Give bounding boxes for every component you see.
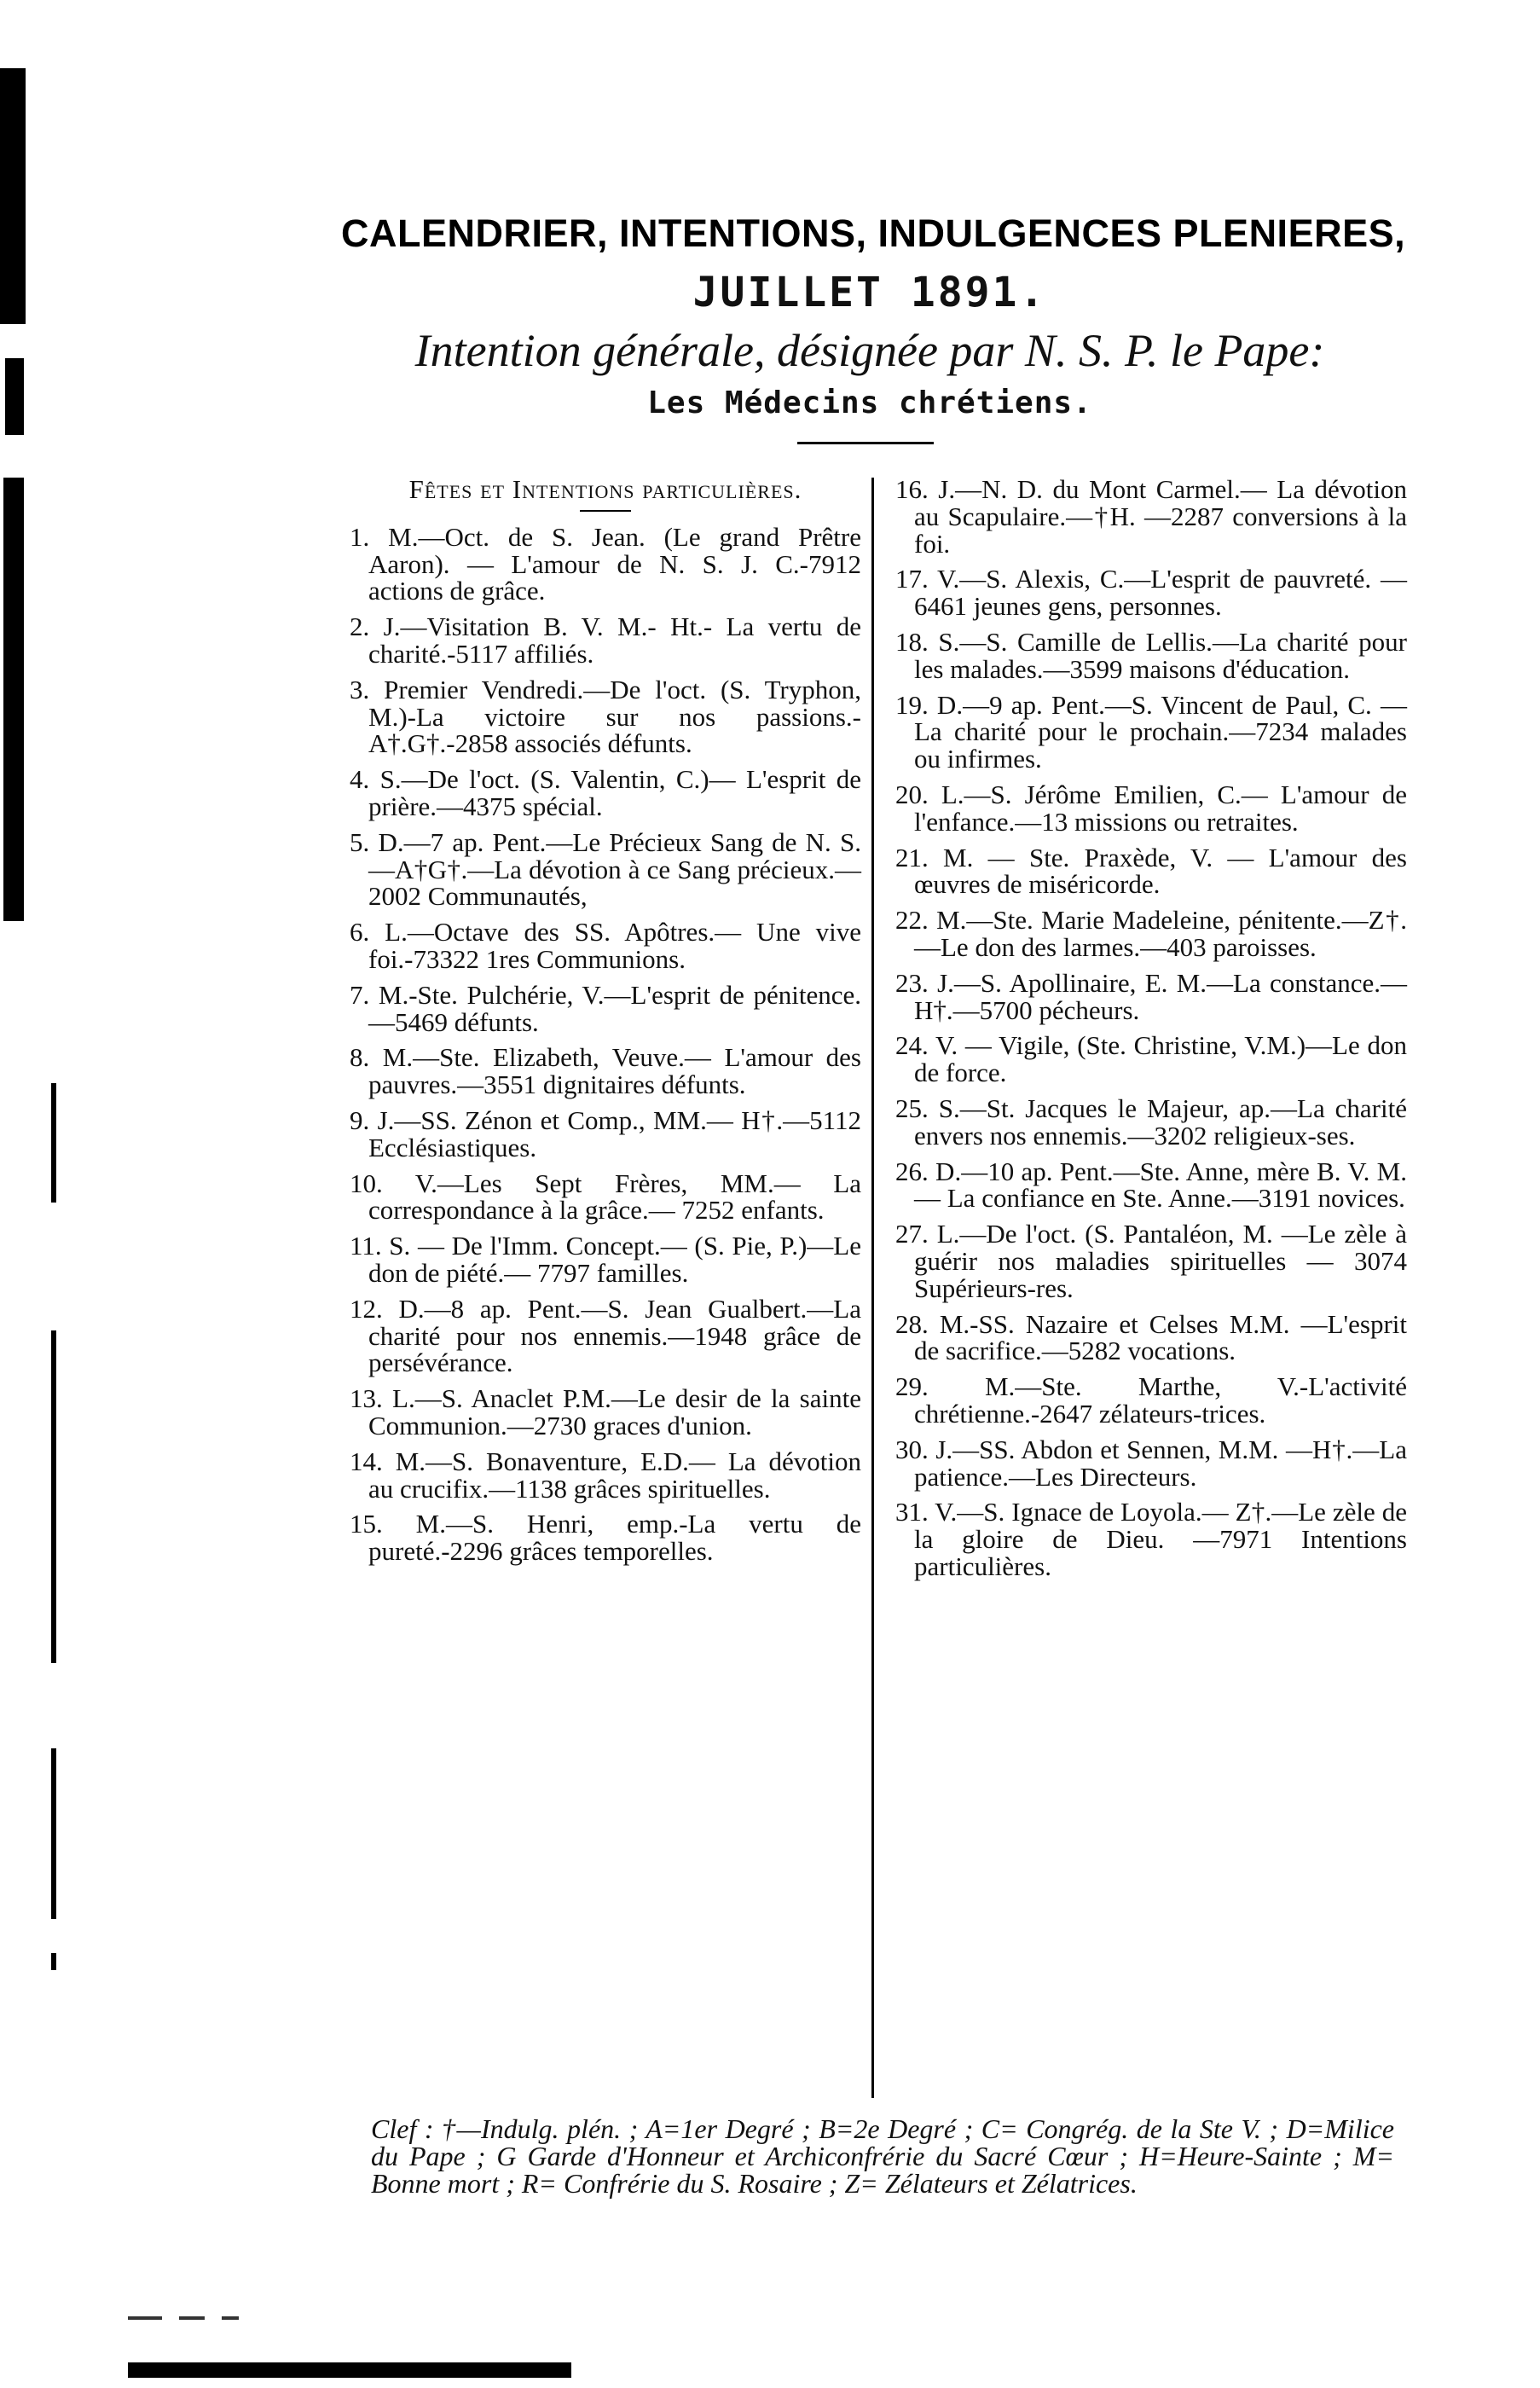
calendar-entry: 19. D.—9 ap. Pent.—S. Vincent de Paul, C. — La charité pour le prochain.—7234 malades ou infirmes. xyxy=(895,689,1407,774)
calendar-entry: 23. J.—S. Apollinaire, E. M.—La constance.—H†.—5700 pécheurs. xyxy=(895,967,1407,1025)
scan-edge-line xyxy=(51,1330,56,1501)
scan-edge-mark xyxy=(0,68,26,324)
calendar-entry: 16. J.—N. D. du Mont Carmel.— La dévotion au Scapulaire.—†H. —2287 conversions à la foi. xyxy=(895,474,1407,559)
divider xyxy=(580,510,631,512)
divider xyxy=(797,442,934,444)
scan-mark xyxy=(128,2316,162,2320)
left-column xyxy=(350,476,861,1574)
right-column xyxy=(895,476,1407,1589)
general-intention: Intention générale, désignée par N. S. P. le Pape: xyxy=(414,325,1325,376)
scan-edge-line xyxy=(51,1953,56,1970)
calendar-entry: 14. M.—S. Bonaventure, E.D.— La dévotion au crucifix.—1138 grâces spirituelles. xyxy=(350,1446,861,1504)
calendar-entry: 29. M.—Ste. Marthe, V.-L'activité chrétienne.-2647 zélateurs-trices. xyxy=(895,1371,1407,1429)
calendar-entry: 17. V.—S. Alexis, C.—L'esprit de pauvreté. — 6461 jeunes gens, personnes. xyxy=(895,564,1407,622)
calendar-entry: 26. D.—10 ap. Pent.—Ste. Anne, mère B. V. M.— La confiance en Ste. Anne.—3191 novices. xyxy=(895,1156,1407,1214)
calendar-entry: 13. L.—S. Anaclet P.M.—Le desir de la sainte Communion.—2730 graces d'union. xyxy=(350,1383,861,1440)
calendar-entry: 9. J.—SS. Zénon et Comp., MM.— H†.—5112 Ecclésiastiques. xyxy=(350,1104,861,1162)
page-title: CALENDRIER, INTENTIONS, INDULGENCES PLENIERES, xyxy=(341,212,1406,255)
calendar-entry: 21. M. — Ste. Praxède, V. — L'amour des œuvres de miséricorde. xyxy=(895,842,1407,900)
calendar-entry: 15. M.—S. Henri, emp.-La vertu de pureté.-2296 grâces temporelles. xyxy=(350,1509,861,1567)
scan-edge-line xyxy=(51,1484,56,1663)
calendar-entry: 24. V. — Vigile, (Ste. Christine, V.M.)—Le don de force. xyxy=(895,1030,1407,1088)
calendar-entry: 10. V.—Les Sept Frères, MM.— La correspondance à la grâce.— 7252 enfants. xyxy=(350,1168,861,1226)
scan-edge-line xyxy=(51,1134,56,1203)
scan-mark xyxy=(179,2316,205,2320)
calendar-entry: 4. S.—De l'oct. (S. Valentin, C.)— L'esprit de prière.—4375 spécial. xyxy=(350,764,861,821)
column-heading: Fêtes et Intentions particulières. xyxy=(408,474,802,504)
scan-bottom-rule xyxy=(128,2362,571,2378)
calendar-entry: 18. S.—S. Camille de Lellis.—La charité pour les malades.—3599 maisons d'éducation. xyxy=(895,626,1407,684)
scan-edge-mark xyxy=(5,358,24,435)
calendar-entry: 8. M.—Ste. Elizabeth, Veuve.— L'amour des pauvres.—3551 dignitaires défunts. xyxy=(350,1042,861,1100)
calendar-entry: 31. V.—S. Ignace de Loyola.— Z†.—Le zèle de la gloire de Dieu. —7971 Intentions particulières. xyxy=(895,1497,1407,1581)
calendar-entry: 28. M.-SS. Nazaire et Celses M.M. —L'esprit de sacrifice.—5282 vocations. xyxy=(895,1308,1407,1366)
calendar-entry: 27. L.—De l'oct. (S. Pantaléon, M. —Le zèle à guérir nos maladies spirituelles — 3074 Supérieurs-res. xyxy=(895,1219,1407,1303)
month-heading: JUILLET 1891. xyxy=(692,269,1047,316)
column-divider xyxy=(871,478,874,2098)
calendar-entry: 2. J.—Visitation B. V. M.- Ht.- La vertu de charité.-5117 affiliés. xyxy=(350,611,861,669)
calendar-entry: 1. M.—Oct. de S. Jean. (Le grand Prêtre Aaron). — L'amour de N. S. J. C.-7912 actions de grâce. xyxy=(350,521,861,606)
calendar-entry: 12. D.—8 ap. Pent.—S. Jean Gualbert.—La charité pour nos ennemis.—1948 grâce de persévérance. xyxy=(350,1293,861,1378)
legend-key: Clef : †—Indulg. plén. ; A=1er Degré ; B=2e Degré ; C= Congrég. de la Ste V. ; D=Milice du Pape ; G Garde d'Honneur et Archiconfrérie du Sacré Cœur ; H=Heure-Sainte ; M= Bonne mort ; R= Confrérie du S. Rosaire ; Z= Zélateurs et Zélatrices. xyxy=(371,2113,1394,2199)
calendar-entry: 6. L.—Octave des SS. Apôtres.— Une vive foi.-73322 1res Communions. xyxy=(350,917,861,974)
intention-subject: Les Médecins chrétiens. xyxy=(647,385,1092,420)
scan-edge-mark xyxy=(3,478,24,921)
calendar-entry: 7. M.-Ste. Pulchérie, V.—L'esprit de pénitence.—5469 défunts. xyxy=(350,979,861,1037)
calendar-entry: 22. M.—Ste. Marie Madeleine, pénitente.—Z†.—Le don des larmes.—403 paroisses. xyxy=(895,905,1407,962)
calendar-entry: 25. S.—St. Jacques le Majeur, ap.—La charité envers nos ennemis.—3202 religieux-ses. xyxy=(895,1093,1407,1151)
scan-edge-line xyxy=(51,1748,56,1919)
scan-edge-line xyxy=(51,1083,56,1134)
calendar-entry: 5. D.—7 ap. Pent.—Le Précieux Sang de N. S.—A†G†.—La dévotion à ce Sang précieux.—2002 Communautés, xyxy=(350,826,861,912)
calendar-entry: 11. S. — De l'Imm. Concept.— (S. Pie, P.)—Le don de piété.— 7797 familles. xyxy=(350,1231,861,1288)
scan-mark xyxy=(222,2316,239,2320)
calendar-entry: 3. Premier Vendredi.—De l'oct. (S. Tryphon, M.)-La victoire sur nos passions.-A†.G†.-2858 associés défunts. xyxy=(350,674,861,759)
calendar-entry: 20. L.—S. Jérôme Emilien, C.— L'amour de l'enfance.—13 missions ou retraites. xyxy=(895,779,1407,837)
calendar-entry: 30. J.—SS. Abdon et Sennen, M.M. —H†.—La patience.—Les Directeurs. xyxy=(895,1434,1407,1492)
